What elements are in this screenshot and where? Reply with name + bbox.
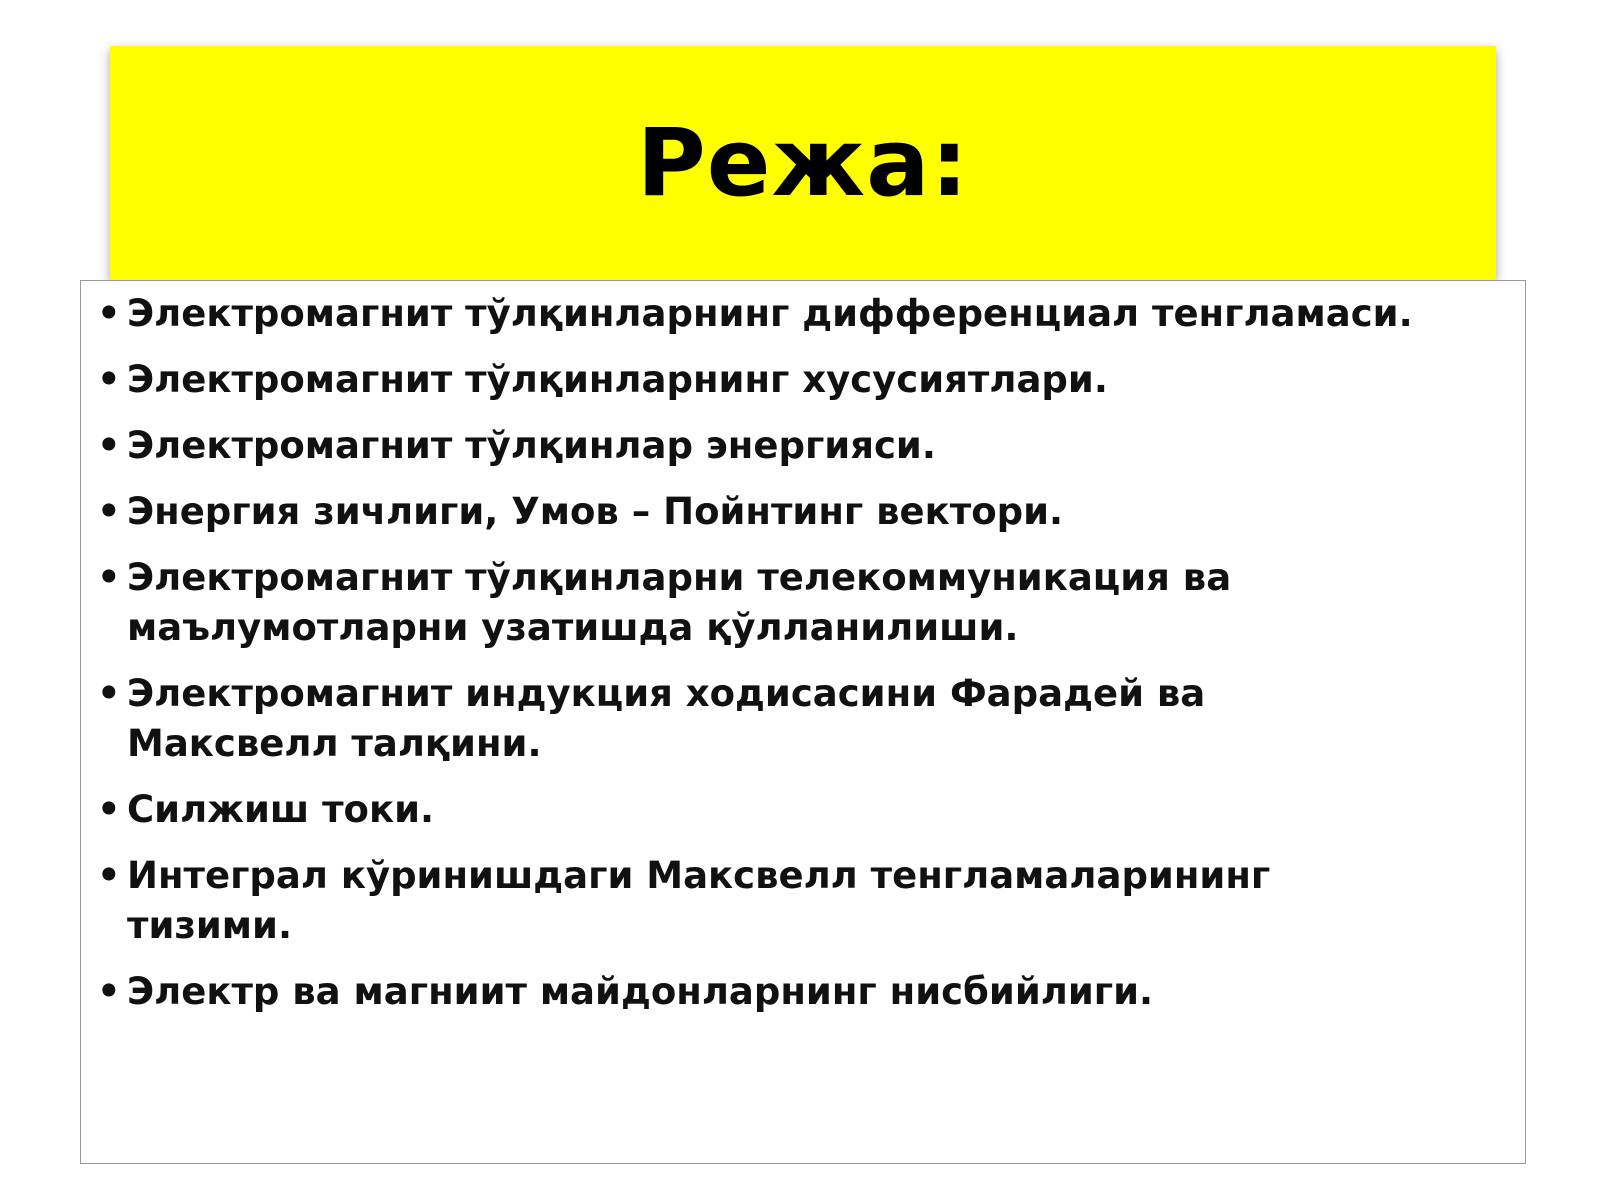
bullet-text: Электромагнит тўлқинлар энергияси. <box>127 424 936 467</box>
bullet-dot-icon: • <box>97 672 121 715</box>
bullet-dot-icon: • <box>97 970 121 1013</box>
bullet-text: Интеграл кўринишдаги Максвелл тенгламаларининг тизими. <box>127 854 1271 947</box>
bullet-text: Электр ва магниит майдонларнинг нисбийлиги. <box>127 970 1154 1013</box>
title-box <box>110 46 1496 280</box>
bullet-item <box>81 967 1427 1017</box>
bullet-item <box>81 851 1427 951</box>
bullet-dot-icon: • <box>97 490 121 533</box>
bullet-item <box>81 355 1427 405</box>
bullet-text: Электромагнит тўлқинларнинг хусусиятлари. <box>127 358 1108 401</box>
bullet-text: Электромагнит индукция ходисасини Фарадей ва Максвелл талқини. <box>127 672 1206 765</box>
bullet-text: Электромагнит тўлқинларни телекоммуникация ва маълумотларни узатишда қўлланилиши. <box>127 556 1232 649</box>
bullet-dot-icon: • <box>97 556 121 599</box>
bullet-dot-icon: • <box>97 358 121 401</box>
bullet-list <box>81 281 1525 1017</box>
bullet-item <box>81 553 1427 653</box>
bullet-dot-icon: • <box>97 292 121 335</box>
bullet-item <box>81 669 1427 769</box>
bullet-item <box>81 487 1427 537</box>
bullet-item <box>81 289 1427 339</box>
bullet-text: Энергия зичлиги, Умов – Пойнтинг вектори. <box>127 490 1064 533</box>
bullet-item <box>81 785 1427 835</box>
content-box <box>80 280 1526 1164</box>
bullet-dot-icon: • <box>97 854 121 897</box>
bullet-dot-icon: • <box>97 788 121 831</box>
bullet-text: Силжиш токи. <box>127 788 435 831</box>
bullet-item <box>81 421 1427 471</box>
bullet-dot-icon: • <box>97 424 121 467</box>
bullet-text: Электромагнит тўлқинларнинг дифференциал тенгламаси. <box>127 292 1413 335</box>
slide-title: Режа: <box>636 108 970 218</box>
